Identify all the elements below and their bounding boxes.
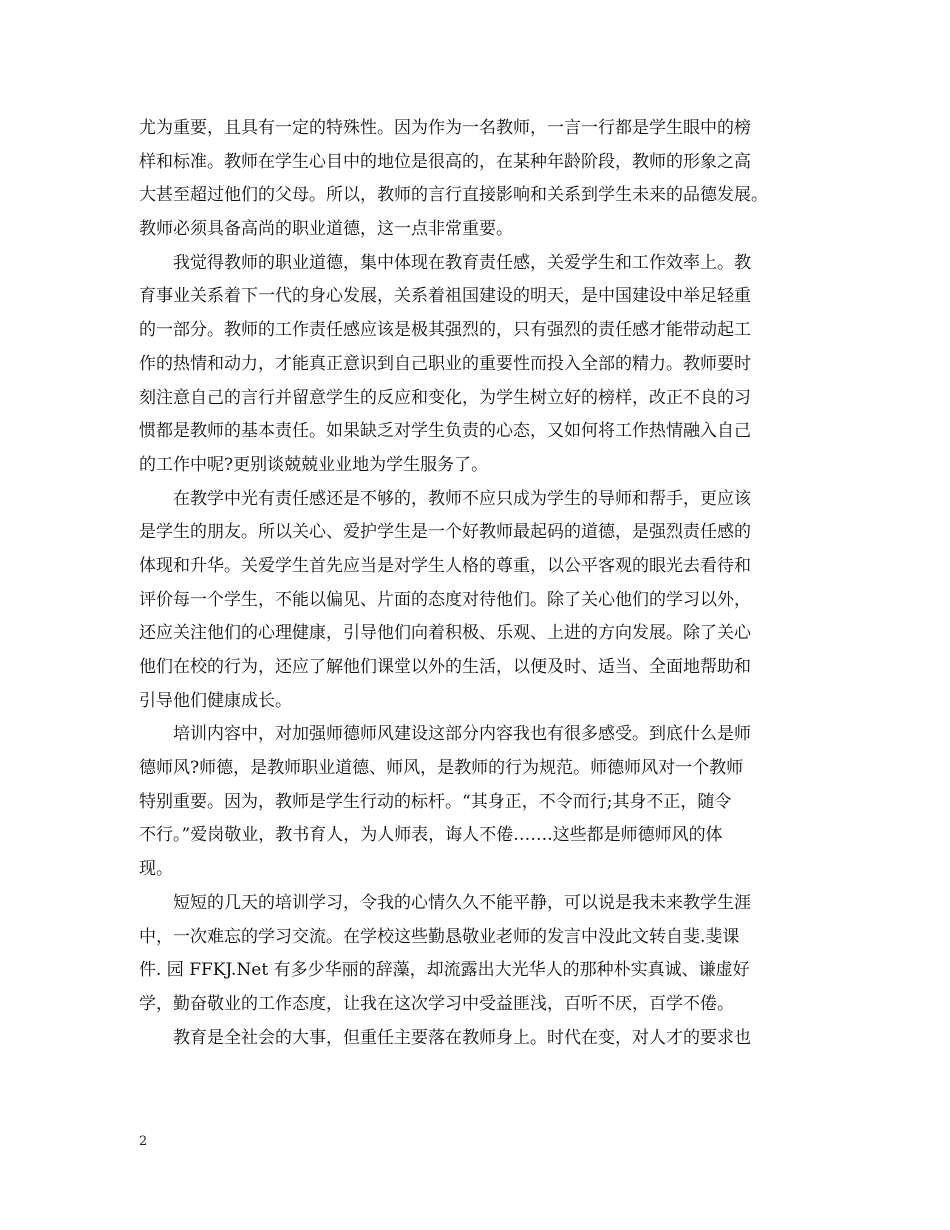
text-line: 学，勤奋敬业的工作态度，让我在这次学习中受益匪浅，百听不厌，百学不倦。 xyxy=(139,993,734,1014)
text-line: 现。 xyxy=(139,859,173,880)
text-line: 特别重要。因为，教师是学生行动的标杆。“其身正，不令而行;其身不正，随令 xyxy=(139,791,732,812)
text-line: 件. 园 FFKJ.Net 有多少华丽的辞藻，却流露出大光华人的那种朴实真诚、谦虚好 xyxy=(139,960,750,981)
text-line: 中，一次难忘的学习交流。在学校这些勤恳敬业老师的发言中没此文转自斐.斐课 xyxy=(139,926,740,947)
text-line: 样和标准。教师在学生心目中的地位是很高的，在某种年龄阶段，教师的形象之高 xyxy=(139,151,751,172)
text-line: 的工作中呢?更别谈兢兢业业地为学生服务了。 xyxy=(139,454,489,475)
text-line: 的一部分。教师的工作责任感应该是极其强烈的，只有强烈的责任感才能带动起工 xyxy=(139,320,751,341)
text-line: 他们在校的行为，还应了解他们课堂以外的生活，以便及时、适当、全面地帮助和 xyxy=(139,657,751,677)
text-line: 我觉得教师的职业道德，集中体现在教育责任感，关爱学生和工作效率上。教 xyxy=(139,252,751,273)
body-text xyxy=(139,112,815,1055)
text-line: 引导他们健康成长。 xyxy=(139,690,292,711)
text-line: 作的热情和动力，才能真正意识到自己职业的重要性而投入全部的精力。教师要时 xyxy=(139,353,751,374)
text-line: 还应关注他们的心理健康，引导他们向着积极、乐观、上进的方向发展。除了关心 xyxy=(139,623,751,644)
text-line: 尤为重要，且具有一定的特殊性。因为作为一名教师，一言一行都是学生眼中的榜 xyxy=(139,118,751,138)
text-line: 培训内容中，对加强师德师风建设这部分内容我也有很多感受。到底什么是师 xyxy=(139,724,751,745)
text-line: 德师风?师德，是教师职业道德、师风，是教师的行为规范。师德师风对一个教师 xyxy=(139,758,744,779)
text-line: 育事业关系着下一代的身心发展，关系着祖国建设的明天，是中国建设中举足轻重 xyxy=(139,286,751,307)
text-line: 教师必须具备高尚的职业道德，这一点非常重要。 xyxy=(139,219,513,240)
text-line: 教育是全社会的大事，但重任主要落在教师身上。时代在变，对人才的要求也 xyxy=(139,1027,751,1048)
text-line: 体现和升华。关爱学生首先应当是对学生人格的尊重，以公平客观的眼光去看待和 xyxy=(139,555,751,576)
text-line: 在教学中光有责任感还是不够的，教师不应只成为学生的导师和帮手，更应该 xyxy=(139,488,751,509)
text-line: 不行。”爱岗敬业，教书育人，为人师表，诲人不倦…….这些都是师德师风的体 xyxy=(139,825,723,846)
text-line: 是学生的朋友。所以关心、爱护学生是一个好教师最起码的道德，是强烈责任感的 xyxy=(139,522,751,543)
text-line: 惯都是教师的基本责任。如果缺乏对学生负责的心态，又如何将工作热情融入自己 xyxy=(139,421,751,442)
text-line: 大甚至超过他们的父母。所以，教师的言行直接影响和关系到学生未来的品德发展。 xyxy=(139,185,768,206)
page-number: 2 xyxy=(139,1134,148,1149)
text-line: 评价每一个学生，不能以偏见、片面的态度对待他们。除了关心他们的学习以外， xyxy=(139,589,751,610)
text-line: 刻注意自己的言行并留意学生的反应和变化，为学生树立好的榜样，改正不良的习 xyxy=(139,387,751,408)
text-line: 短短的几天的培训学习，令我的心情久久不能平静，可以说是我未来教学生涯 xyxy=(139,892,751,913)
